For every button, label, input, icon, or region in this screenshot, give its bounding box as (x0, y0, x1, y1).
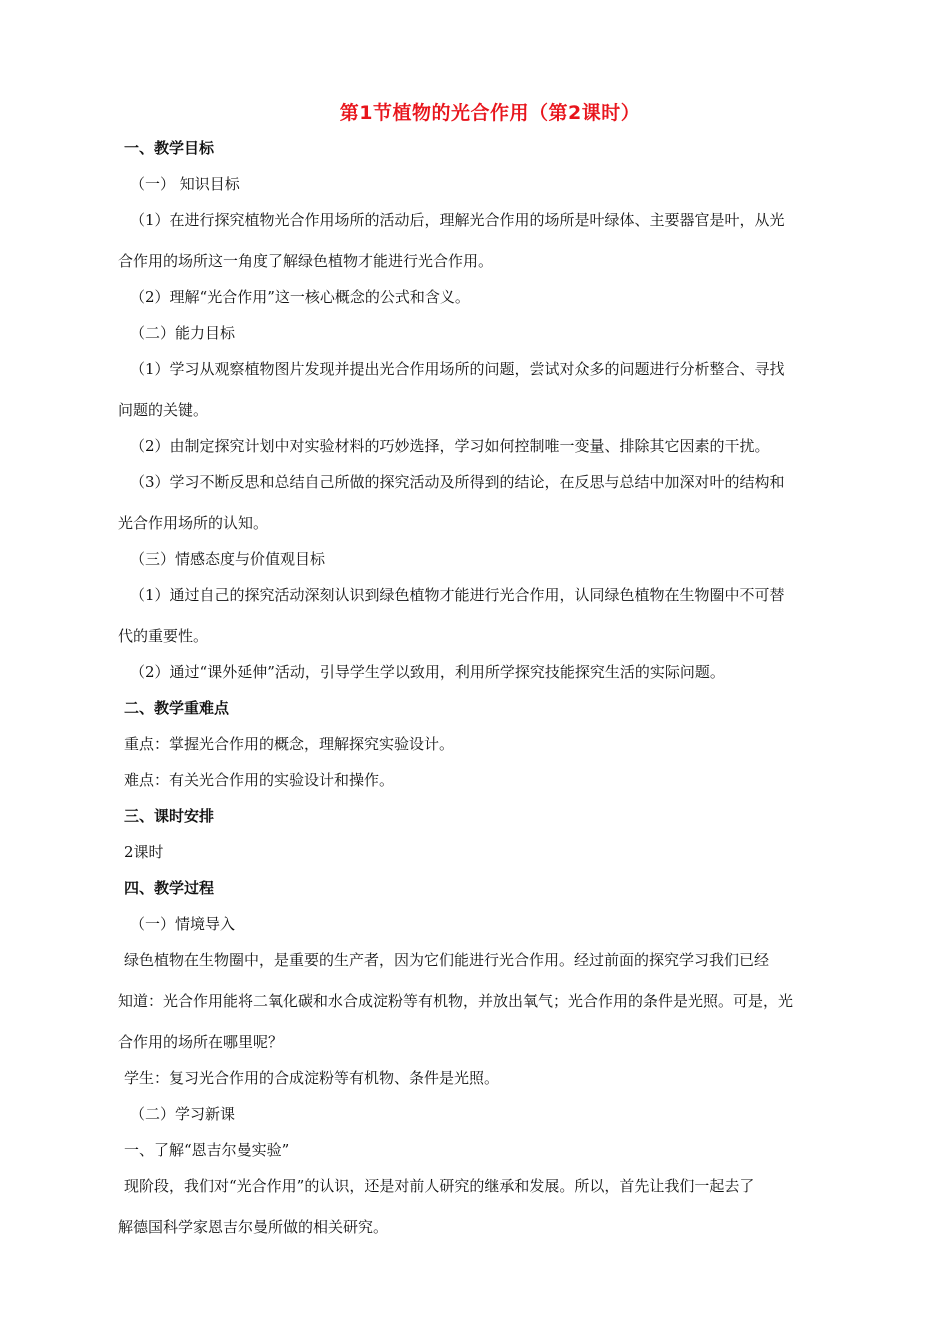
subheading-attitude: （三）情感态度与价值观目标 (130, 550, 326, 568)
paragraph-line: 一、了解“恩吉尔曼实验” (124, 1141, 290, 1159)
paragraph-line: 知道：光合作用能将二氧化碳和水合成淀粉等有机物，并放出氧气；光合作用的条件是光照。可是，光 (118, 992, 794, 1010)
section-heading-process: 四、教学过程 (124, 879, 215, 897)
paragraph-line: 合作用的场所在哪里呢？ (118, 1033, 284, 1051)
paragraph-line: 合作用的场所这一角度了解绿色植物才能进行光合作用。 (118, 252, 494, 270)
paragraph-line: （1）学习从观察植物图片发现并提出光合作用场所的问题，尝试对众多的问题进行分析整合、寻找 (130, 360, 785, 378)
paragraph-line: 光合作用场所的认知。 (118, 514, 269, 532)
subheading-new-lesson: （二）学习新课 (130, 1105, 236, 1123)
paragraph-line: （2）由制定探究计划中对实验材料的巧妙选择，学习如何控制唯一变量、排除其它因素的干扰。 (130, 437, 770, 455)
paragraph-line: （1）在进行探究植物光合作用场所的活动后，理解光合作用的场所是叶绿体、主要器官是叶，从光 (130, 211, 785, 229)
paragraph-line: （2）理解“光合作用”这一核心概念的公式和含义。 (130, 288, 470, 306)
paragraph-line: 问题的关键。 (118, 401, 209, 419)
paragraph-line: 学生：复习光合作用的合成淀粉等有机物、条件是光照。 (124, 1069, 500, 1087)
section-heading-key-points: 二、教学重难点 (124, 699, 230, 717)
paragraph-line: 2课时 (124, 843, 164, 861)
paragraph-line: 难点：有关光合作用的实验设计和操作。 (124, 771, 395, 789)
subheading-knowledge: （一） 知识目标 (130, 175, 240, 193)
paragraph-line: （2）通过“课外延伸”活动，引导学生学以致用，利用所学探究技能探究生活的实际问题。 (130, 663, 725, 681)
section-heading-schedule: 三、课时安排 (124, 807, 215, 825)
section-heading-objectives: 一、教学目标 (124, 139, 215, 157)
paragraph-line: （1）通过自己的探究活动深刻认识到绿色植物才能进行光合作用，认同绿色植物在生物圈中不可替 (130, 586, 785, 604)
paragraph-line: 绿色植物在生物圈中，是重要的生产者，因为它们能进行光合作用。经过前面的探究学习我们已经 (124, 951, 770, 969)
paragraph-line: 代的重要性。 (118, 627, 209, 645)
subheading-ability: （二）能力目标 (130, 324, 236, 342)
paragraph-line: （3）学习不断反思和总结自己所做的探究活动及所得到的结论，在反思与总结中加深对叶的结构和 (130, 473, 785, 491)
paragraph-line: 解德国科学家恩吉尔曼所做的相关研究。 (118, 1218, 389, 1236)
paragraph-line: 现阶段，我们对“光合作用”的认识，还是对前人研究的继承和发展。所以，首先让我们一起去了 (124, 1177, 755, 1195)
subheading-intro: （一）情境导入 (130, 915, 236, 933)
document-title: 第1节植物的光合作用（第2课时） (339, 102, 641, 124)
paragraph-line: 重点：掌握光合作用的概念，理解探究实验设计。 (124, 735, 455, 753)
